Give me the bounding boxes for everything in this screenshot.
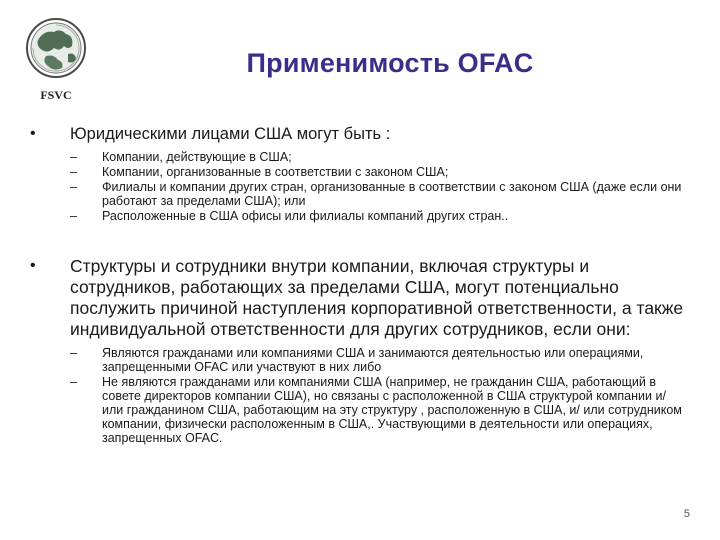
section-structures — [30, 256, 690, 446]
list-item: – Компании, действующие в США; — [70, 150, 292, 164]
bullet-dot: • — [30, 257, 36, 274]
globe-icon — [24, 16, 88, 86]
sub-list — [70, 346, 690, 445]
slide-title: Применимость OFAC — [246, 48, 534, 78]
fsvc-logo — [24, 16, 88, 106]
list-item: – Филиалы и компании других стран, организованные в соответствии с законом США (даже если они работают за пределами США); или — [70, 180, 682, 208]
section-heading: Структуры и сотрудники внутри компании, включая структуры и сотрудников, работающих за пределами США, могут потенциально послужить причиной наступления корпоративной ответственности, а также индивидуальной ответственности для других сотрудников, если они: — [70, 256, 684, 339]
page-number: 5 — [683, 508, 690, 520]
sub-list — [70, 150, 690, 223]
section-heading: Юридическими лицами США могут быть : — [70, 125, 391, 143]
list-item: – Компании, организованные в соответствии с законом США; — [70, 165, 449, 179]
list-item: – Являются гражданами или компаниями США и занимаются деятельностью или операциями, запрещенными OFAC или участвуют в них либо — [70, 346, 644, 374]
list-item: – Не являются гражданами или компаниями США (например, не гражданин США, работающий в совете директоров компании США), но связаны с расположенной в США структурой компании и/ или гражданином США, работающим на эту структуру , расположенную в США, и/ или сотрудником компании, физически расположенным в США,. Участвующими в деятельности или операциях, запрещенных OFAC. — [70, 375, 682, 445]
section-legal-entities — [30, 124, 690, 224]
bullet-dot: • — [30, 125, 36, 142]
logo-label: FSVC — [40, 88, 72, 102]
list-item: – Расположенные в США офисы или филиалы компаний других стран.. — [70, 209, 509, 223]
